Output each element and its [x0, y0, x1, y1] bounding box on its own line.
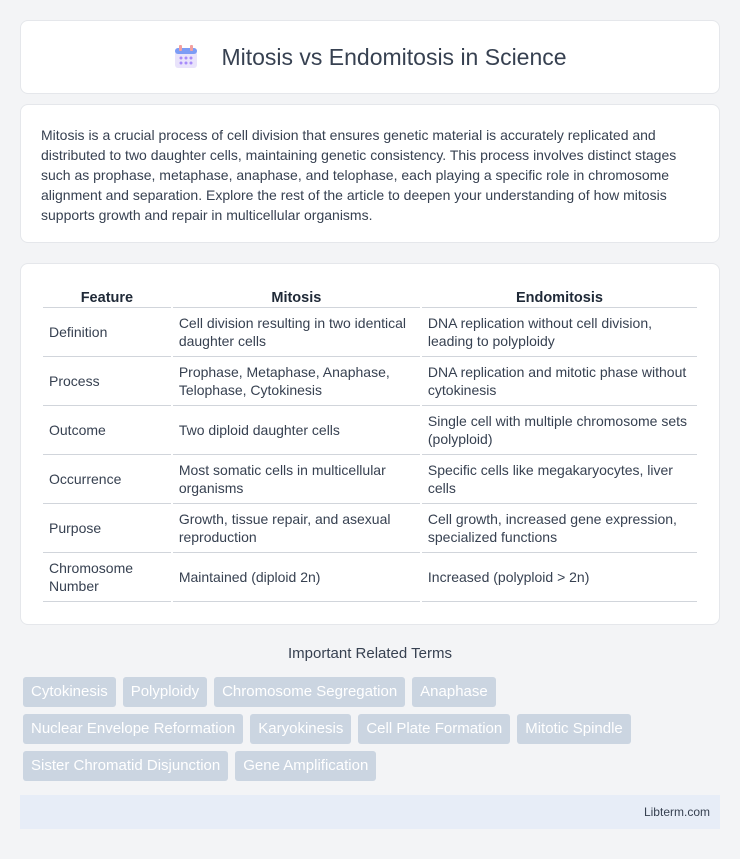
endomitosis-cell: Cell growth, increased gene expression, specialized functions — [422, 504, 697, 553]
related-terms-list — [23, 677, 723, 788]
mitosis-cell: Cell division resulting in two identical daughter cells — [173, 308, 420, 357]
endomitosis-cell: Single cell with multiple chromosome sets (polyploid) — [422, 406, 697, 455]
mitosis-cell: Prophase, Metaphase, Anaphase, Telophase, Cytokinesis — [173, 357, 420, 406]
table-row — [43, 504, 697, 553]
calendar-icon — [173, 44, 199, 70]
table-row — [43, 308, 697, 357]
intro-text: Mitosis is a crucial process of cell division that ensures genetic material is accurately replicated and distributed to two daughter cells, maintaining genetic consistency. This process involves distinct stages such as prophase, metaphase, anaphase, and telophase, each playing a specific role in chromosome alignment and separation. Explore the rest of the article to deepen your understanding of how mitosis supports growth and repair in multicellular organisms. — [41, 127, 677, 223]
feature-cell: Purpose — [43, 504, 171, 553]
mitosis-cell: Maintained (diploid 2n) — [173, 553, 420, 602]
related-term-tag[interactable]: Gene Amplification — [235, 751, 376, 781]
table-row — [43, 357, 697, 406]
related-term-tag[interactable]: Mitotic Spindle — [517, 714, 631, 744]
page-title: Mitosis vs Endomitosis in Science — [221, 43, 567, 70]
footer — [20, 795, 720, 829]
related-term-tag[interactable]: Chromosome Segregation — [214, 677, 405, 707]
title-card — [20, 20, 720, 94]
intro-card — [20, 104, 720, 243]
comparison-table-card — [20, 263, 720, 625]
endomitosis-cell: DNA replication and mitotic phase without cytokinesis — [422, 357, 697, 406]
table-row — [43, 406, 697, 455]
related-term-tag[interactable]: Cell Plate Formation — [358, 714, 510, 744]
related-term-tag[interactable]: Polyploidy — [123, 677, 207, 707]
related-term-tag[interactable]: Nuclear Envelope Reformation — [23, 714, 243, 744]
mitosis-cell: Growth, tissue repair, and asexual reproduction — [173, 504, 420, 553]
header-mitosis: Mitosis — [173, 284, 420, 308]
endomitosis-cell: Increased (polyploid > 2n) — [422, 553, 697, 602]
feature-cell: Occurrence — [43, 455, 171, 504]
related-term-tag[interactable]: Sister Chromatid Disjunction — [23, 751, 228, 781]
related-terms-title: Important Related Terms — [288, 645, 452, 662]
header-feature: Feature — [43, 284, 171, 308]
table-row — [43, 455, 697, 504]
table-row — [43, 553, 697, 602]
table-header-row — [43, 284, 697, 308]
related-term-tag[interactable]: Karyokinesis — [250, 714, 351, 744]
footer-brand-link[interactable]: Libterm.com — [643, 805, 710, 819]
feature-cell: Outcome — [43, 406, 171, 455]
feature-cell: Chromosome Number — [43, 553, 171, 602]
header-endomitosis: Endomitosis — [422, 284, 697, 308]
comparison-table — [41, 284, 699, 602]
feature-cell: Process — [43, 357, 171, 406]
mitosis-cell: Two diploid daughter cells — [173, 406, 420, 455]
mitosis-cell: Most somatic cells in multicellular organisms — [173, 455, 420, 504]
endomitosis-cell: DNA replication without cell division, leading to polyploidy — [422, 308, 697, 357]
endomitosis-cell: Specific cells like megakaryocytes, liver cells — [422, 455, 697, 504]
feature-cell: Definition — [43, 308, 171, 357]
related-term-tag[interactable]: Anaphase — [412, 677, 496, 707]
related-term-tag[interactable]: Cytokinesis — [23, 677, 116, 707]
